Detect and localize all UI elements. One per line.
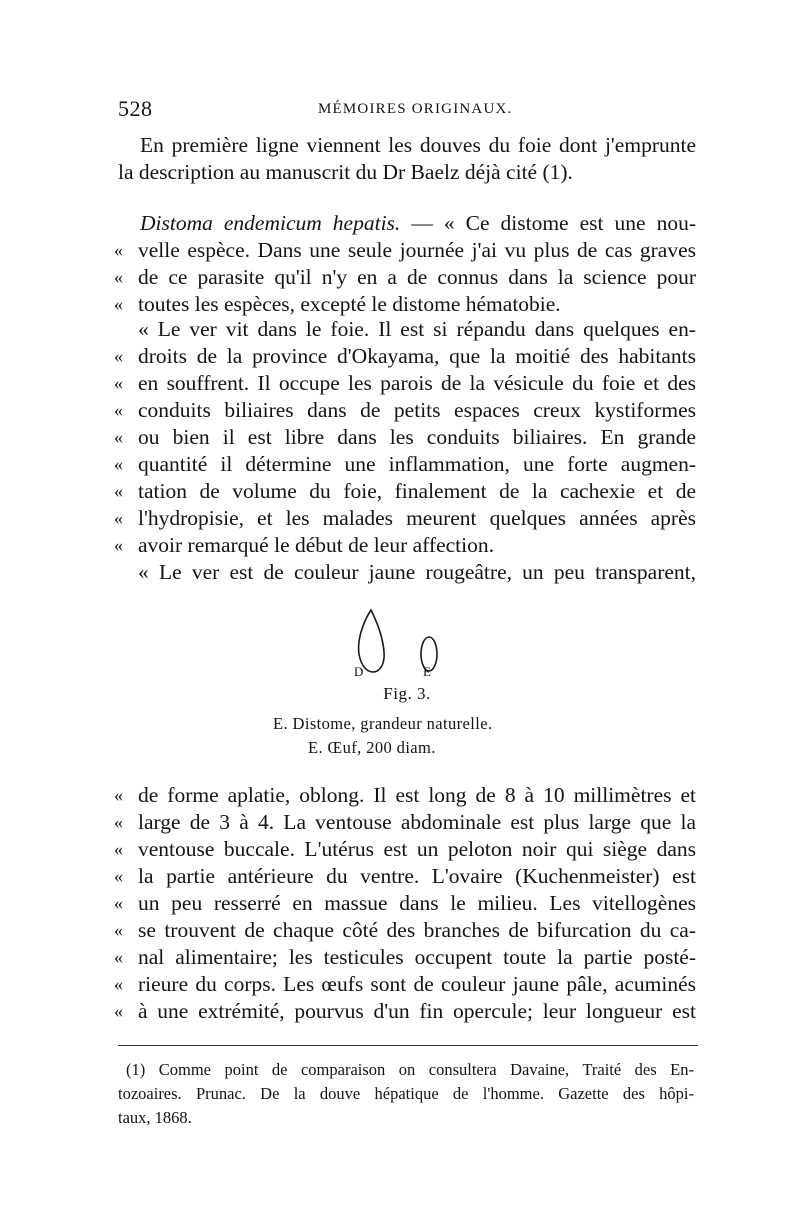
text-fragment: se trouvent de chaque côté des branches de bifurcation du ca- <box>138 918 696 942</box>
quote-mark: « <box>114 346 123 366</box>
figure-caption: E. Œuf, 200 diam. <box>308 738 436 757</box>
running-head: MÉMOIRES ORIGINAUX. <box>318 101 513 117</box>
intro-paragraph <box>118 132 696 186</box>
footnote-line: tozoaires. Prunac. De la douve hépatique de l'homme. Gazette des hôpi- <box>118 1084 694 1103</box>
quote-mark: « <box>114 974 123 994</box>
quote-mark: « <box>114 535 123 555</box>
couleur-paragraph <box>118 559 696 586</box>
text-line <box>114 917 696 944</box>
text-line <box>114 451 696 478</box>
quote-mark: « <box>114 839 123 859</box>
text-line <box>114 343 696 370</box>
text-fragment: — « Ce distome est une nou- <box>400 211 696 235</box>
text-fragment: large de 3 à 4. La ventouse abdominale est plus large que la <box>138 810 696 834</box>
text-line <box>114 397 696 424</box>
distoma-paragraph <box>114 210 696 318</box>
quote-mark: « <box>114 294 123 314</box>
quote-mark: « <box>114 427 123 447</box>
text-line <box>114 809 696 836</box>
text-line <box>114 971 696 998</box>
text-line: « Le ver est de couleur jaune rougeâtre, un peu transparent, <box>138 560 696 584</box>
quote-mark: « <box>114 947 123 967</box>
text-line <box>114 782 696 809</box>
footnote-line: taux, 1868. <box>118 1108 192 1127</box>
text-line <box>114 370 696 397</box>
text-line <box>118 210 696 237</box>
forme-paragraph <box>114 782 696 1025</box>
text-line: « Le ver vit dans le foie. Il est si répandu dans quelques en- <box>138 317 696 341</box>
figure-caption: E. Distome, grandeur naturelle. <box>273 714 493 733</box>
quote-mark: « <box>114 481 123 501</box>
quote-mark: « <box>114 866 123 886</box>
text-fragment: ou bien il est libre dans les conduits biliaires. En grande <box>138 425 696 449</box>
quote-mark: « <box>114 400 123 420</box>
quote-mark: « <box>114 1001 123 1021</box>
text-fragment: velle espèce. Dans une seule journée j'ai vu plus de cas graves <box>138 238 696 262</box>
quote-mark: « <box>114 893 123 913</box>
text-fragment: avoir remarqué le début de leur affection. <box>138 533 494 557</box>
text-fragment: un peu resserré en massue dans le milieu. Les vitellogènes <box>138 891 696 915</box>
text-line <box>114 890 696 917</box>
footnote <box>118 1058 694 1130</box>
quote-mark: « <box>114 508 123 528</box>
text-fragment: la partie antérieure du ventre. L'ovaire (Kuchenmeister) est <box>138 864 696 888</box>
text-line: la description au manuscrit du Dr Baelz déjà cité (1). <box>118 160 573 184</box>
text-line <box>114 863 696 890</box>
footnote-rule <box>118 1045 698 1046</box>
distome-outline <box>359 610 385 672</box>
text-fragment: droits de la province d'Okayama, que la moitié des habitants <box>138 344 696 368</box>
text-fragment: à une extrémité, pourvus d'un fin opercule; leur longueur est <box>138 999 696 1023</box>
quote-mark: « <box>114 373 123 393</box>
text-line <box>114 264 696 291</box>
text-line <box>114 505 696 532</box>
text-fragment: en souffrent. Il occupe les parois de la vésicule du foie et des <box>138 371 696 395</box>
text-line <box>114 944 696 971</box>
page-header <box>118 96 694 126</box>
species-title: Distoma endemicum hepatis. <box>140 211 401 235</box>
text-line <box>114 237 696 264</box>
text-line <box>114 424 696 451</box>
footnote-line: (1) Comme point de comparaison on consultera Davaine, Traité des En- <box>126 1060 694 1079</box>
text-fragment: quantité il détermine une inflammation, une forte augmen- <box>138 452 696 476</box>
quote-mark: « <box>114 785 123 805</box>
quote-mark: « <box>114 454 123 474</box>
quote-mark: « <box>114 920 123 940</box>
text-fragment: nal alimentaire; les testicules occupent toute la partie posté- <box>138 945 696 969</box>
quote-mark: « <box>114 240 123 260</box>
text-fragment: de forme aplatie, oblong. Il est long de 8 à 10 millimètres et <box>138 783 696 807</box>
page-number: 528 <box>118 96 153 121</box>
text-line <box>114 291 696 318</box>
text-fragment: rieure du corps. Les œufs sont de couleur jaune pâle, acuminés <box>138 972 696 996</box>
text-fragment: de ce parasite qu'il n'y en a de connus dans la science pour <box>138 265 696 289</box>
text-line <box>114 836 696 863</box>
figure-3 <box>118 604 696 764</box>
figure-label: Fig. 3. <box>383 684 431 703</box>
text-line: En première ligne viennent les douves du foie dont j'emprunte <box>140 133 696 157</box>
text-fragment: tation de volume du foie, finalement de la cachexie et de <box>138 479 696 503</box>
text-fragment: toutes les espèces, excepté le distome hématobie. <box>138 292 561 316</box>
quote-mark: « <box>114 812 123 832</box>
quote-mark: « <box>114 267 123 287</box>
figure-letter-d: D <box>354 664 364 679</box>
text-line <box>114 478 696 505</box>
figure-letter-e: E <box>423 664 431 679</box>
text-fragment: l'hydropisie, et les malades meurent quelques années après <box>138 506 696 530</box>
text-line <box>114 532 696 559</box>
text-fragment: ventouse buccale. L'utérus est un peloton noir qui siège dans <box>138 837 696 861</box>
text-line <box>114 998 696 1025</box>
text-fragment: conduits biliaires dans de petits espaces creux kystiformes <box>138 398 696 422</box>
ver-paragraph <box>114 316 696 559</box>
